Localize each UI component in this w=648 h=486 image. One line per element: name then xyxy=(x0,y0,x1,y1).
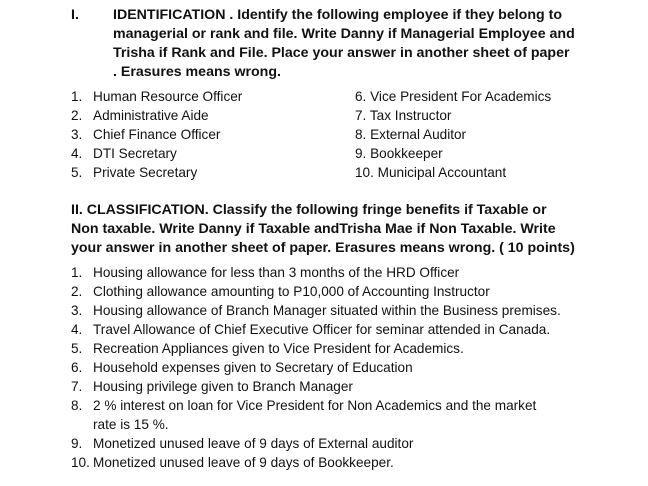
item-number: 2. xyxy=(71,108,83,123)
list-item: 10. Municipal Accountant xyxy=(355,165,507,180)
item-text: Monetized unused leave of 9 days of External auditor xyxy=(93,436,414,451)
part1-left-list xyxy=(71,87,331,182)
list-item xyxy=(71,358,641,377)
instruction-line: managerial or rank and file. Write Danny if Managerial Employee and xyxy=(113,26,575,42)
part1-right-list xyxy=(355,87,551,182)
part1-instructions xyxy=(113,6,575,82)
list-item xyxy=(71,263,641,282)
item-number: 4. xyxy=(71,322,83,337)
instruction-line: Non taxable. Write Danny if Taxable andTrisha Mae if Non Taxable. Write xyxy=(71,221,556,237)
list-item: 6. Vice President For Academics xyxy=(355,89,552,104)
item-text: Household expenses given to Secretary of Education xyxy=(93,360,413,375)
part1-numeral: I. xyxy=(71,7,79,23)
instruction-line: . Erasures means wrong. xyxy=(113,64,281,80)
instruction-line: II. CLASSIFICATION. Classify the following fringe benefits if Taxable or xyxy=(71,202,547,218)
list-item xyxy=(71,377,641,396)
list-item xyxy=(71,163,331,182)
item-text: Housing allowance of Branch Manager situated within the Business premises. xyxy=(93,303,561,318)
item-number: 7. xyxy=(71,379,83,394)
part2-instructions xyxy=(71,201,575,258)
item-text: 2 % interest on loan for Vice President for Non Academics and the market xyxy=(93,398,537,413)
item-number: 5. xyxy=(71,341,83,356)
instruction-line: your answer in another sheet of paper. Erasures means wrong. ( 10 points) xyxy=(71,240,575,256)
item-text: Administrative Aide xyxy=(93,108,209,123)
list-item xyxy=(71,106,331,125)
list-item xyxy=(71,125,331,144)
list-item xyxy=(71,144,331,163)
item-number: 3. xyxy=(71,127,83,142)
item-number: 4. xyxy=(71,146,83,161)
item-text: Private Secretary xyxy=(93,165,198,180)
item-number: 5. xyxy=(71,165,83,180)
instruction-line: IDENTIFICATION . Identify the following employee if they belong to xyxy=(113,7,563,23)
list-item: 9. Bookkeeper xyxy=(355,146,443,161)
item-text: Housing privilege given to Branch Manager xyxy=(93,379,353,394)
list-item xyxy=(71,434,641,453)
list-item xyxy=(71,453,641,472)
item-text: DTI Secretary xyxy=(93,146,177,161)
list-item: 8. External Auditor xyxy=(355,127,467,142)
item-number: 3. xyxy=(71,303,83,318)
item-text: Clothing allowance amounting to P10,000 of Accounting Instructor xyxy=(93,284,490,299)
list-item xyxy=(71,301,641,320)
list-item xyxy=(71,396,641,415)
item-number: 1. xyxy=(71,89,83,104)
item-text: Chief Finance Officer xyxy=(93,127,221,142)
item-text: Housing allowance for less than 3 months of the HRD Officer xyxy=(93,265,460,280)
list-item xyxy=(71,339,641,358)
list-item: 7. Tax Instructor xyxy=(355,108,452,123)
part2-list xyxy=(71,263,641,472)
item-number: 1. xyxy=(71,265,83,280)
list-item xyxy=(71,320,641,339)
item-number: 9. xyxy=(71,436,83,451)
instruction-line: Trisha if Rank and File. Place your answer in another sheet of paper xyxy=(113,45,570,61)
item-number: 2. xyxy=(71,284,83,299)
item-continuation: rate is 15 %. xyxy=(93,417,169,432)
item-text: Human Resource Officer xyxy=(93,89,243,104)
item-text: Recreation Appliances given to Vice President for Academics. xyxy=(93,341,464,356)
item-text: Travel Allowance of Chief Executive Officer for seminar attended in Canada. xyxy=(93,322,551,337)
item-number: 8. xyxy=(71,398,83,413)
item-text: Monetized unused leave of 9 days of Bookkeeper. xyxy=(93,455,394,470)
item-number: 6. xyxy=(71,360,83,375)
item-number: 10. xyxy=(71,455,90,470)
list-item xyxy=(71,87,331,106)
list-item xyxy=(71,282,641,301)
